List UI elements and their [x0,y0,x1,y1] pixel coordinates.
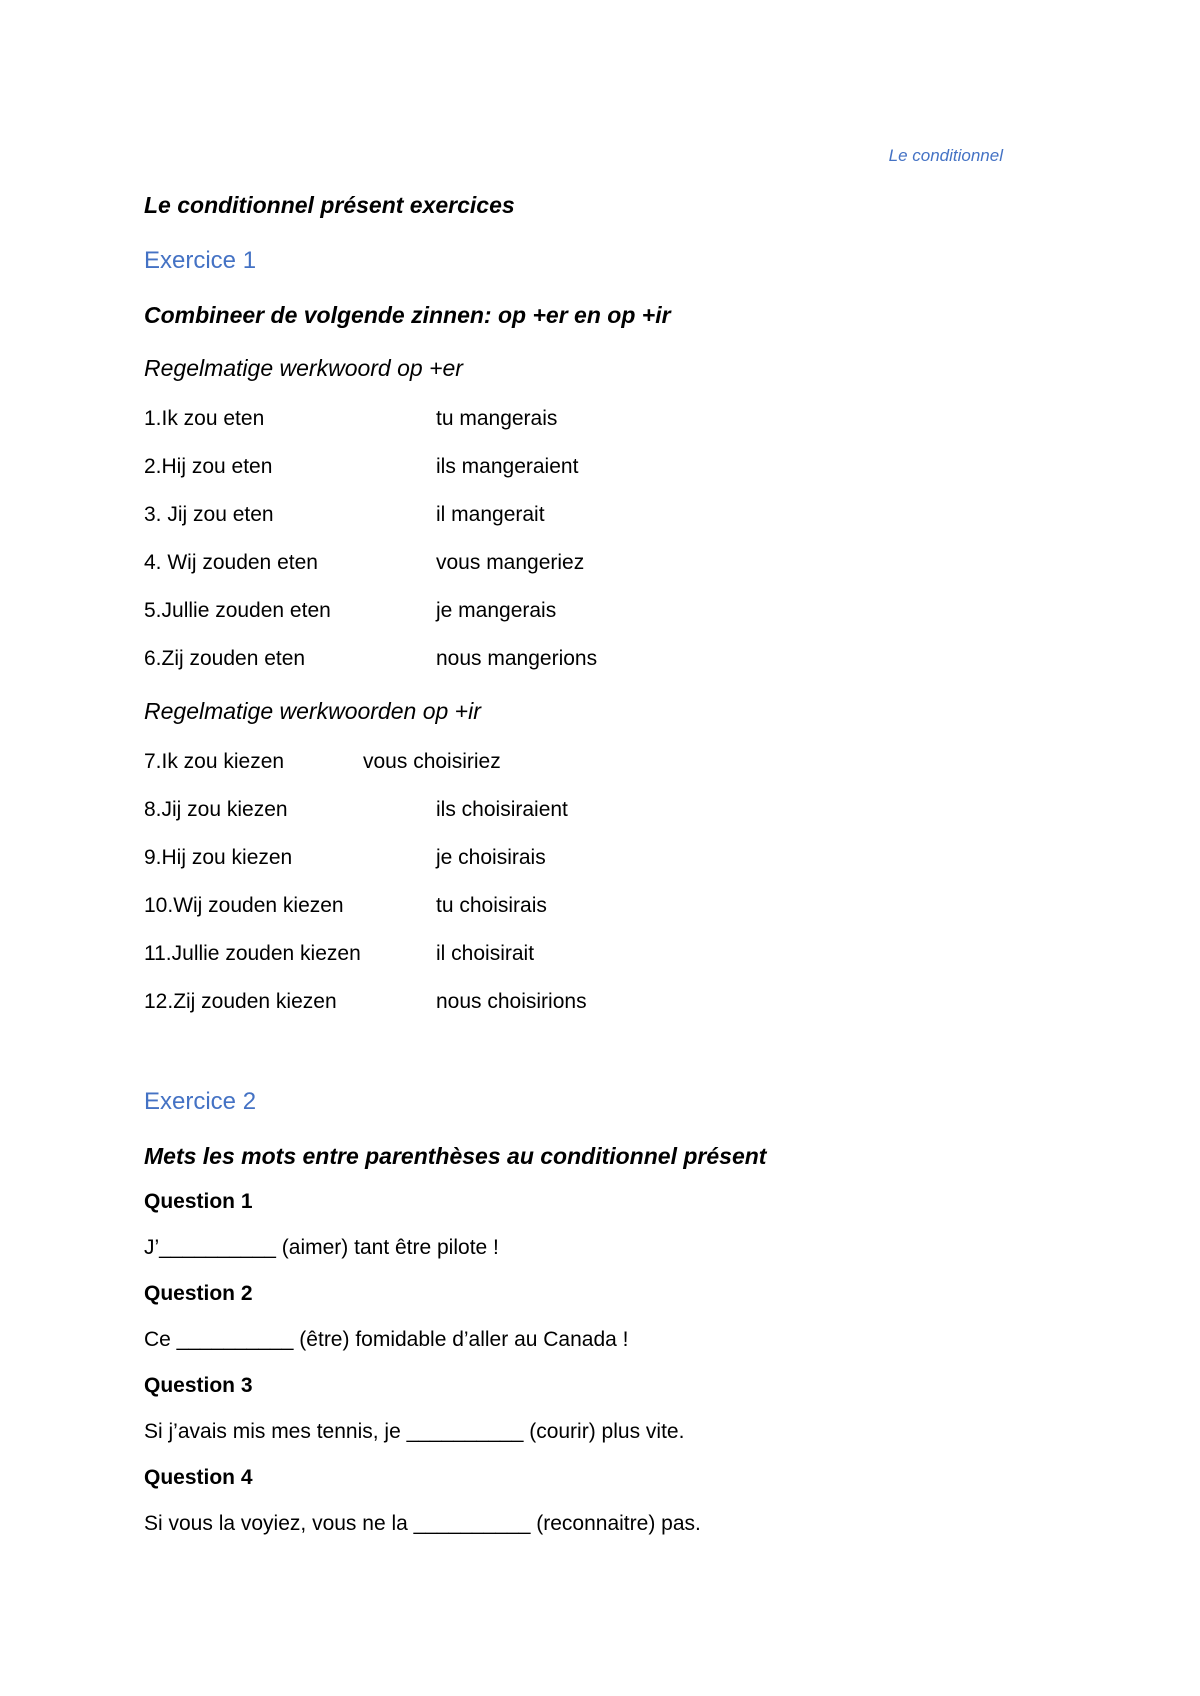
dutch-phrase: 1.Ik zou eten [144,407,265,430]
match-row [144,407,1044,437]
dutch-phrase: 12.Zij zouden kiezen [144,990,337,1013]
dutch-phrase: 8.Jij zou kiezen [144,798,288,821]
match-row [144,455,1044,485]
exercise-2-heading: Exercice 2 [144,1088,257,1115]
match-row [144,846,1044,876]
french-phrase: tu mangerais [436,407,558,430]
question-label: Question 2 [144,1282,253,1305]
dutch-phrase: 5.Jullie zouden eten [144,599,331,622]
question-text: Si vous la voyiez, vous ne la __________ (reconnaitre) pas. [144,1512,701,1535]
ir-verbs-subheading: Regelmatige werkwoorden op +ir [144,698,481,724]
french-phrase: tu choisirais [436,894,547,917]
french-phrase: je mangerais [436,599,557,622]
question-label: Question 3 [144,1374,253,1397]
er-verbs-subheading: Regelmatige werkwoord op +er [144,355,463,381]
question-label: Question 1 [144,1190,253,1213]
dutch-phrase: 11.Jullie zouden kiezen [144,942,361,965]
dutch-phrase: 7.Ik zou kiezen [144,750,285,773]
match-row [144,942,1044,972]
question-text: Si j’avais mis mes tennis, je __________ (courir) plus vite. [144,1420,685,1443]
match-row [144,551,1044,581]
question-label: Question 4 [144,1466,253,1489]
exercise-2-instruction: Mets les mots entre parenthèses au conditionnel présent [144,1143,767,1169]
match-row [144,503,1044,533]
running-header: Le conditionnel [888,146,1003,165]
french-phrase: il choisirait [436,942,535,965]
french-phrase: ils mangeraient [436,455,579,478]
question-text: Ce __________ (être) fomidable d’aller au Canada ! [144,1328,629,1351]
dutch-phrase: 2.Hij zou eten [144,455,273,478]
french-phrase: vous mangeriez [436,551,585,574]
french-phrase: vous choisiriez [363,750,501,773]
french-phrase: je choisirais [436,846,546,869]
dutch-phrase: 10.Wij zouden kiezen [144,894,344,917]
match-row [144,599,1044,629]
match-row [144,894,1044,924]
exercise-1-instruction: Combineer de volgende zinnen: op +er en op +ir [144,302,671,328]
french-phrase: il mangerait [436,503,545,526]
dutch-phrase: 6.Zij zouden eten [144,647,306,670]
french-phrase: nous mangerions [436,647,598,670]
dutch-phrase: 9.Hij zou kiezen [144,846,293,869]
french-phrase: ils choisiraient [436,798,568,821]
dutch-phrase: 4. Wij zouden eten [144,551,318,574]
match-row [144,990,1044,1020]
question-text: J’__________ (aimer) tant être pilote ! [144,1236,499,1259]
exercise-1-heading: Exercice 1 [144,247,257,274]
match-row [144,798,1044,828]
match-row [144,750,1044,780]
dutch-phrase: 3. Jij zou eten [144,503,274,526]
document-title: Le conditionnel présent exercices [144,192,515,218]
match-row [144,647,1044,677]
french-phrase: nous choisirions [436,990,587,1013]
